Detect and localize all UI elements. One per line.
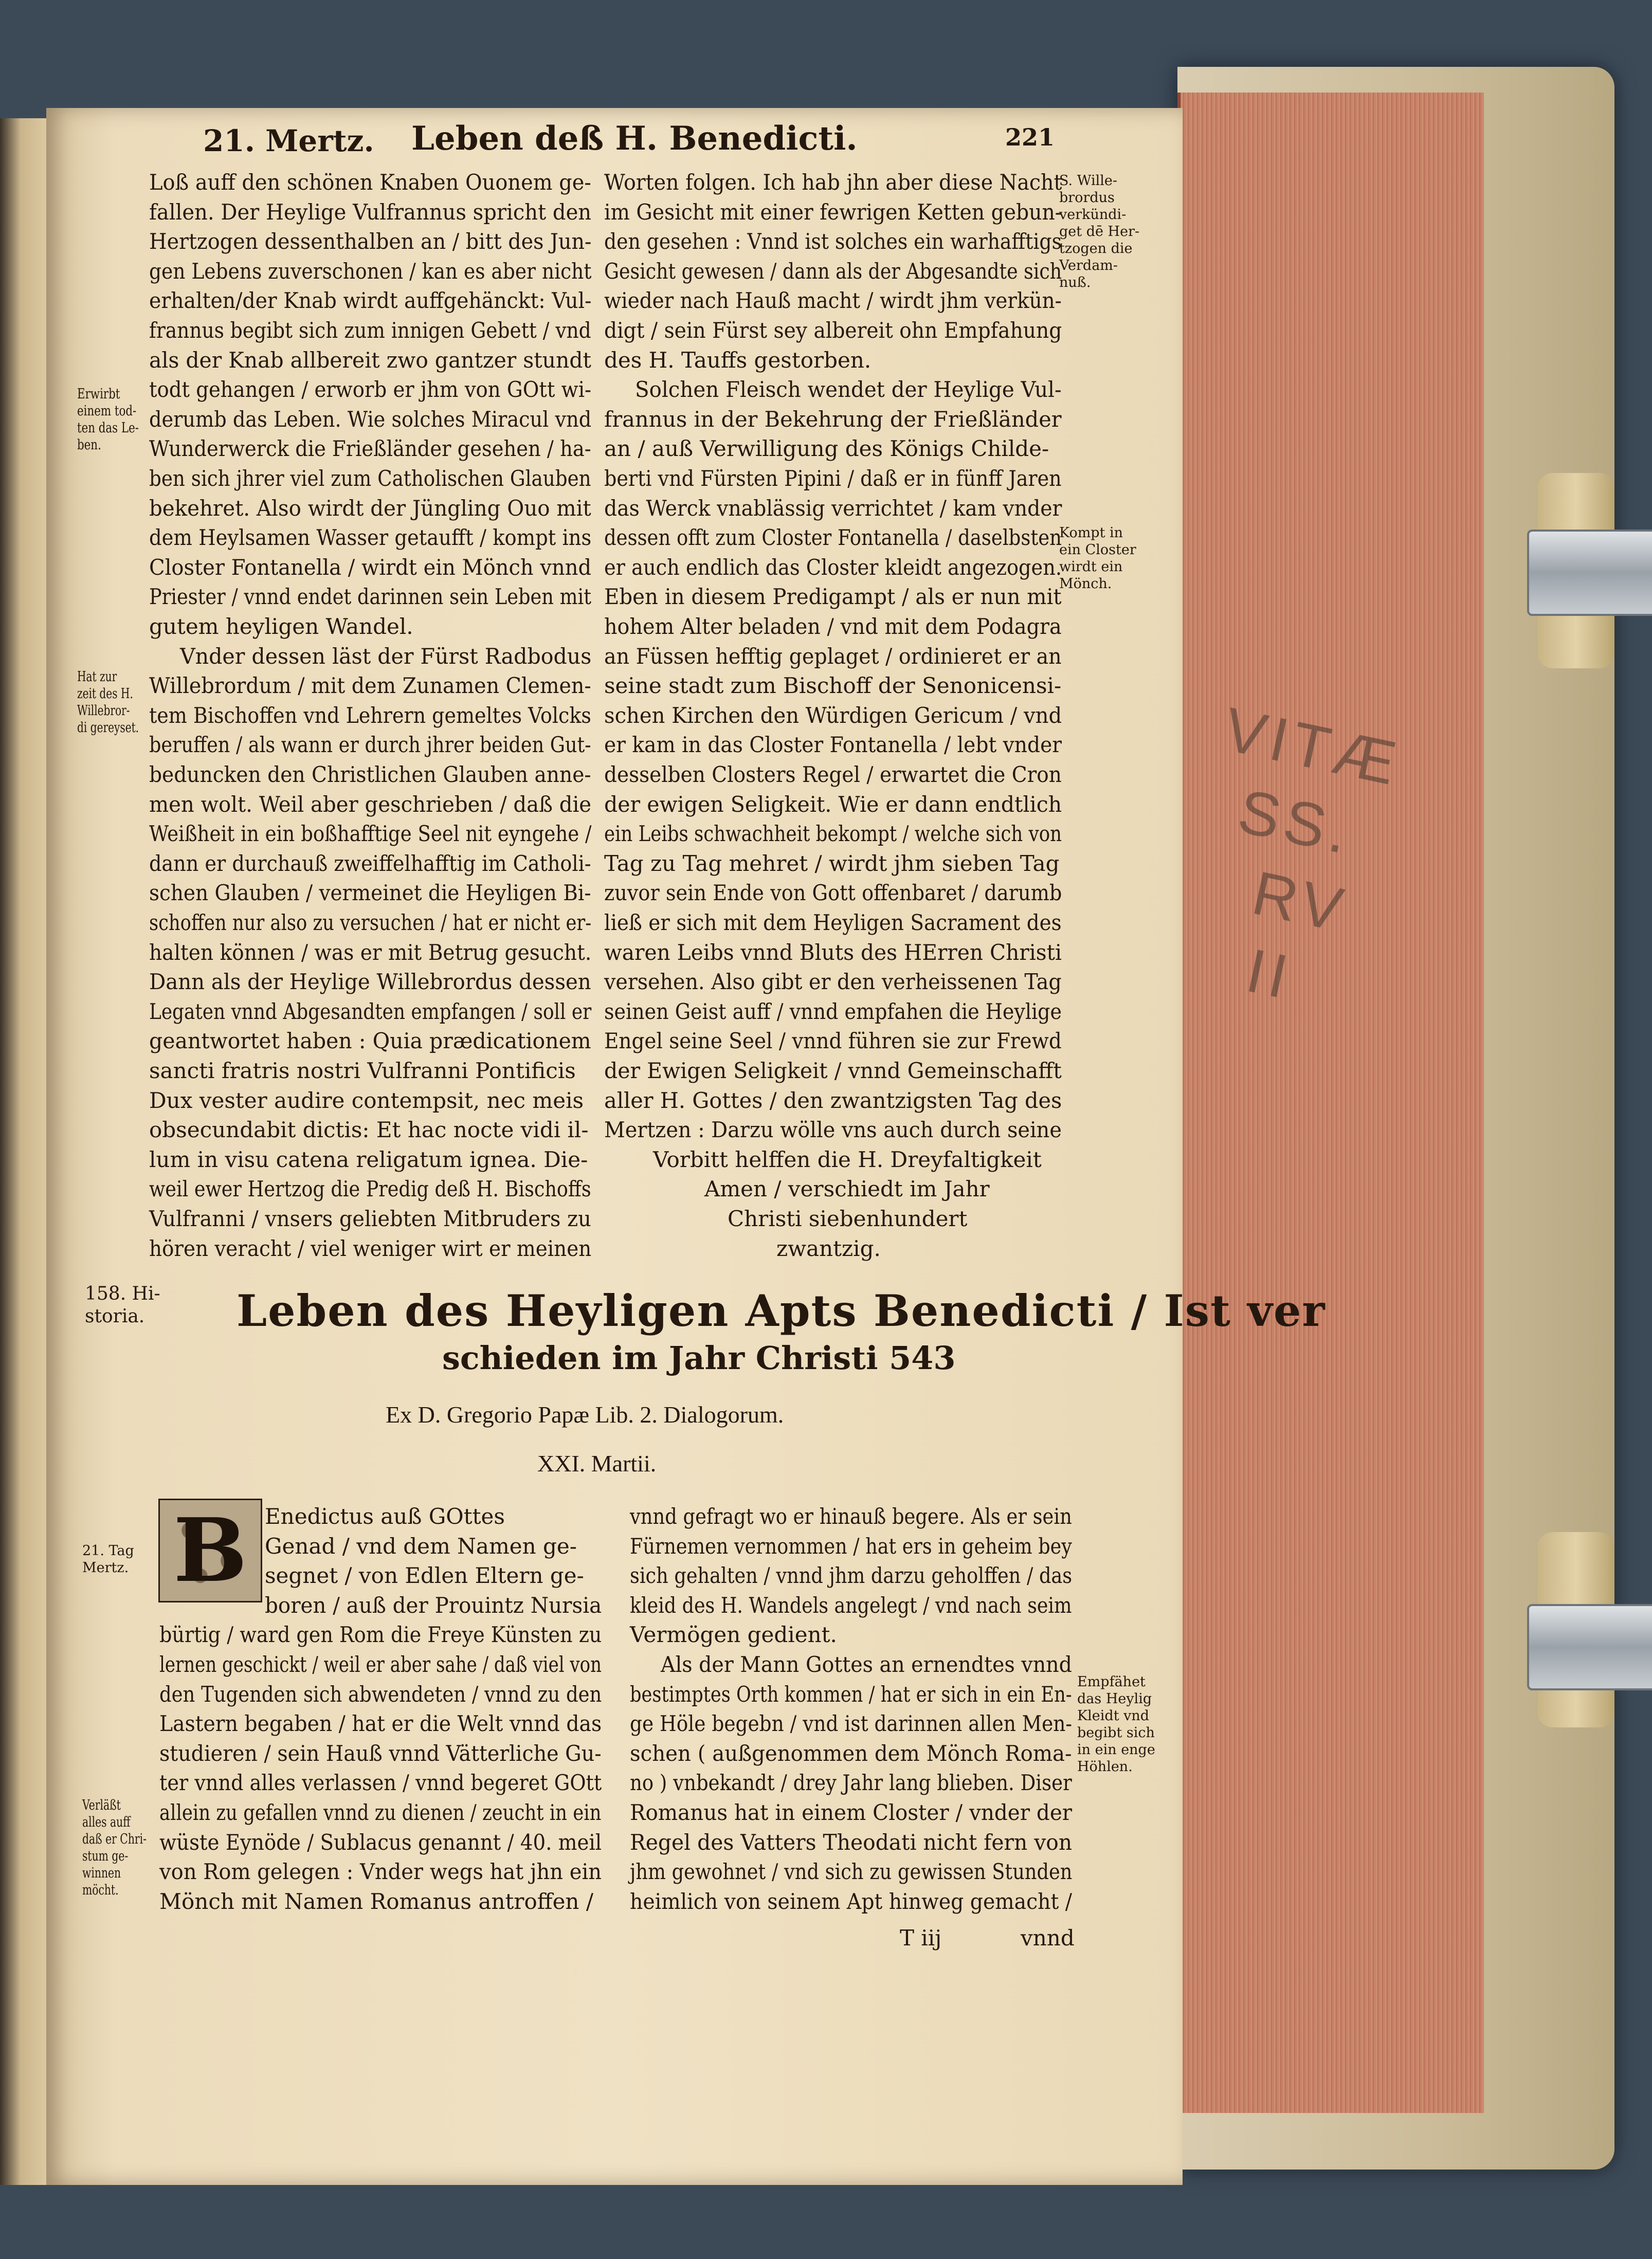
marginal-note (82, 1542, 134, 1576)
marginal-note (77, 386, 139, 453)
section-source: Ex D. Gregorio Papæ Lib. 2. Dialogorum. (386, 1401, 784, 1428)
text-line: Closter Fontanella / wirdt ein Mönch vnnd (149, 554, 592, 580)
text-line: Tag zu Tag mehret / wirdt jhm sieben Tag (604, 850, 1060, 876)
text-line: der Ewigen Seligkeit / vnnd Gemeinschafft (604, 1058, 1062, 1083)
previous-page-sliver (0, 118, 51, 2185)
marginal-note-line: brordus (1059, 190, 1115, 206)
text-line: Gesicht gewesen / dann als der Abgesandte sich (604, 258, 1062, 284)
text-line: obsecundabit dictis: Et hac nocte vidi il- (149, 1117, 589, 1143)
marginal-note-line: ein Closter (1059, 542, 1136, 558)
section-title-line2: schieden im Jahr Christi 543 (442, 1339, 956, 1377)
text-line: gutem heyligen Wandel. (149, 614, 413, 639)
stamp-line: VITÆ (1218, 694, 1407, 799)
text-line: hohem Alter beladen / vnd mit dem Podagra (604, 614, 1062, 639)
signature-mark: T iij (900, 1925, 942, 1951)
marginal-note-line: in ein enge (1077, 1742, 1155, 1758)
marginal-note-line: di gereyset. (77, 720, 139, 736)
marginal-note-line: Höhlen. (1077, 1759, 1133, 1775)
text-line: des H. Tauffs gestorben. (604, 347, 872, 373)
marginal-note-line: nuß. (1059, 275, 1091, 290)
marginal-note-line: Kleidt vnd (1077, 1708, 1150, 1724)
text-line: wieder nach Hauß macht / wirdt jhm verkün- (604, 288, 1062, 314)
text-line: aller H. Gottes / den zwantzigsten Tag des (604, 1087, 1062, 1113)
text-line: Vermögen gedient. (630, 1622, 837, 1648)
stamp-line: II (1240, 936, 1299, 1013)
marginal-note-line: Empfähet (1077, 1674, 1146, 1690)
text-line: sich gehalten / vnnd jhm darzu geholffen / das (630, 1563, 1073, 1589)
marginal-note-line: ben. (77, 437, 101, 453)
text-line: lernen geschickt / weil er aber sahe / daß viel von (159, 1652, 602, 1677)
text-line: ter vnnd alles verlassen / vnnd begeret GOtt (159, 1770, 602, 1796)
marginal-note (82, 1797, 147, 1899)
text-line: Als der Mann Gottes an ernendtes vnnd (661, 1652, 1072, 1677)
text-line: seinen Geist auff / vnnd empfahen die Heylige (604, 998, 1062, 1024)
history-number (85, 1283, 160, 1328)
marginal-note-line: get dē Her- (1059, 224, 1140, 240)
marginal-note (77, 668, 139, 736)
text-line: von Rom gelegen : Vnder wegs hat jhn ein (159, 1859, 602, 1885)
text-line: schen ( außgenommen dem Mönch Roma- (630, 1740, 1072, 1766)
text-line: Vorbitt helffen die H. Dreyfaltigkeit (653, 1146, 1042, 1172)
text-line: den Tugenden sich abwendeten / vnnd zu den (159, 1681, 602, 1707)
text-line: ge Höle begebn / vnd ist darinnen allen Men- (630, 1711, 1073, 1737)
marginal-note-line: Erwirbt (77, 386, 120, 402)
text-line: berti vnd Fürsten Pipini / daß er in fünff Jaren (604, 466, 1062, 491)
text-line: im Gesicht mit einer fewrigen Ketten gebun- (604, 199, 1062, 225)
text-line: als der Knab allbereit zwo gantzer stundt (149, 347, 591, 373)
text-line: vnnd gefragt wo er hinauß begere. Als er sein (630, 1504, 1072, 1529)
text-line: Worten folgen. Ich hab jhn aber diese Nacht (604, 170, 1062, 195)
text-line: heimlich von seinem Apt hinweg gemacht / (630, 1888, 1073, 1914)
clasp-top (1527, 530, 1652, 616)
marginal-note-line: 21. Tag (82, 1543, 134, 1559)
text-line: sancti fratris nostri Vulfranni Pontificis (149, 1058, 576, 1083)
text-line: wüste Eynöde / Sublacus genannt / 40. meil (159, 1829, 602, 1855)
marginal-note-line: Hat zur (77, 669, 117, 685)
text-line: Solchen Fleisch wendet der Heylige Vul- (635, 377, 1062, 403)
text-line: derumb das Leben. Wie solches Miracul vnd (149, 406, 592, 432)
text-line: gen Lebens zuverschonen / kan es aber nicht (149, 258, 592, 284)
text-line: bürtig / ward gen Rom die Freye Künsten zu (159, 1622, 602, 1648)
text-line: bestimptes Orth kommen / hat er sich in ein En- (630, 1681, 1072, 1707)
text-line: Priester / vnnd endet darinnen sein Leben mit (149, 584, 591, 610)
text-line: Lastern begaben / hat er die Welt vnnd das (159, 1711, 602, 1737)
text-line: dem Heylsamen Wasser getaufft / kompt ins (149, 525, 592, 551)
text-line: Romanus hat in einem Closter / vnder der (630, 1800, 1073, 1825)
marginal-note-line: winnen (82, 1865, 121, 1881)
marginal-note-line: alles auff (82, 1814, 131, 1830)
text-line: Mertzen : Darzu wölle vns auch durch seine (604, 1117, 1062, 1143)
marginal-note-line: Willebror- (77, 703, 130, 719)
text-line: todt gehangen / erworb er jhm von GOtt wi- (149, 377, 592, 403)
text-line: weil ewer Hertzog die Predig deß H. Bischoffs (149, 1176, 591, 1202)
text-line: schoffen nur also zu versuchen / hat er nicht er- (149, 910, 592, 935)
text-line: bekehret. Also wirdt der Jüngling Ouo mit (149, 495, 591, 521)
text-line: schen Glauben / vermeinet die Heyligen Bi- (149, 880, 591, 906)
text-line: Willebrordum / mit dem Zunamen Clemen- (149, 673, 591, 699)
history-number-line: storia. (85, 1306, 145, 1327)
text-line: er auch endlich das Closter kleidt angezogen. (604, 554, 1062, 580)
text-line: jhm gewohnet / vnd sich zu gewissen Stunden (630, 1859, 1073, 1885)
ornamental-initial: B (158, 1499, 262, 1602)
marginal-note-line: wirdt ein (1059, 559, 1123, 575)
text-line: Wunderwerck die Frießländer gesehen / ha- (149, 436, 591, 462)
text-line: ein Leibs schwachheit bekompt / welche sich von (604, 821, 1062, 847)
text-line: digt / sein Fürst sey albereit ohn Empfahung (604, 318, 1062, 343)
text-line: Dux vester audire contempsit, nec meis (149, 1087, 584, 1113)
marginal-note (1059, 172, 1139, 291)
stamp-line: RV (1246, 858, 1354, 945)
text-line: Loß auff den schönen Knaben Ouonem ge- (149, 170, 591, 195)
marginal-note (1059, 524, 1136, 592)
text-line: zwantzig. (776, 1235, 881, 1261)
history-number-line: 158. Hi- (85, 1283, 160, 1304)
text-line: Dann als der Heylige Willebrordus dessen (149, 969, 591, 995)
marginal-note-line: zeit des H. (77, 686, 133, 702)
text-line: erhalten/der Knab wirdt auffgehänckt: Vul- (149, 288, 592, 314)
text-line: Christi siebenhundert (728, 1206, 968, 1231)
text-line: kleid des H. Wandels angelegt / vnd nach seim (630, 1592, 1072, 1618)
text-line: das Werck vnablässig verrichtet / kam vnder (604, 495, 1062, 521)
marginal-note-line: tzogen die (1059, 241, 1133, 257)
marginal-note-line: begibt sich (1077, 1725, 1155, 1741)
marginal-note-line: Verläßt (82, 1797, 121, 1813)
text-line: den gesehen : Vnnd ist solches ein warhafftigs (604, 229, 1062, 254)
text-line: lum in visu catena religatum ignea. Die- (149, 1146, 588, 1172)
marginal-note-line: einem tod- (77, 403, 137, 419)
text-line: Vulfranni / vnsers geliebten Mitbruders zu (149, 1206, 591, 1231)
running-title: Leben deß H. Benedicti. (411, 119, 858, 158)
text-line: Legaten vnnd Abgesandten empfangen / soll er (149, 998, 592, 1024)
header-date: 21. Mertz. (203, 123, 374, 158)
text-line: frannus begibt sich zum innigen Gebett / vnd (149, 318, 591, 343)
marginal-note-line: Kompt in (1059, 525, 1123, 541)
text-line: Hertzogen dessenthalben an / bitt des Jun- (149, 229, 592, 254)
marginal-note-line: verkündi- (1059, 207, 1127, 223)
text-line: Mönch mit Namen Romanus antroffen / (159, 1888, 593, 1914)
section-date: XXI. Martii. (537, 1450, 657, 1477)
section-title-line1: Leben des Heyligen Apts Benedicti / Ist ver (237, 1285, 1326, 1336)
text-line: dann er durchauß zweiffelhafftig im Catholi- (149, 850, 591, 876)
text-line: studieren / sein Hauß vnnd Vätterliche Gu- (159, 1740, 602, 1766)
marginal-note-line: ten das Le- (77, 420, 139, 436)
text-line: beruffen / als wann er durch jhrer beiden Gut- (149, 732, 591, 758)
text-line: seine stadt zum Bischoff der Senonicensi- (604, 673, 1062, 699)
text-line: geantwortet haben : Quia prædicationem (149, 1028, 591, 1054)
text-line: Genad / vnd dem Namen ge- (265, 1533, 577, 1559)
marginal-note-line: möcht. (82, 1882, 119, 1898)
catchword: vnnd (1021, 1925, 1075, 1951)
text-line: Engel seine Seel / vnnd führen sie zur Frewd (604, 1028, 1062, 1054)
marginal-note-line: das Heylig (1077, 1691, 1152, 1707)
marginal-note-line: Verdam- (1059, 258, 1118, 274)
marginal-note-line: Mertz. (82, 1560, 129, 1576)
marginal-note-line: Mönch. (1059, 576, 1112, 592)
folio-number: 221 (1005, 123, 1055, 151)
text-line: hören veracht / viel weniger wirt er meinen (149, 1235, 592, 1261)
text-line: Amen / verschiedt im Jahr (704, 1176, 990, 1202)
text-line: allein zu gefallen vnnd zu dienen / zeucht in ein (159, 1800, 602, 1825)
clasp-bottom (1527, 1604, 1652, 1690)
text-line: ließ er sich mit dem Heyligen Sacrament des (604, 910, 1062, 935)
text-line: Fürnemen vernommen / hat ers in geheim bey (630, 1533, 1072, 1559)
text-line: schen Kirchen den Würdigen Gericum / vnd (604, 702, 1062, 728)
text-line: der ewigen Seligkeit. Wie er dann endtlich (604, 791, 1062, 817)
text-line: halten können / was er mit Betrug gesucht. (149, 939, 592, 965)
text-line: an Füssen hefftig geplaget / ordinieret er an (604, 643, 1062, 669)
text-line: versehen. Also gibt er den verheissenen Tag (604, 969, 1062, 995)
text-line: Vnder dessen läst der Fürst Radbodus (180, 643, 592, 669)
text-line: dessen offt zum Closter Fontanella / daselbsten (604, 525, 1062, 551)
text-line: Weißheit in ein boßhafftige Seel nit eyngehe / (149, 821, 592, 847)
text-line: boren / auß der Prouintz Nursia (265, 1592, 602, 1618)
text-line: ben sich jhrer viel zum Catholischen Glauben (149, 466, 591, 491)
marginal-note-line: S. Wille- (1059, 173, 1117, 189)
text-line: tem Bischoffen vnd Lehrern gemeltes Volcks (149, 702, 591, 728)
text-line: an / auß Verwilligung des Königs Childe- (604, 436, 1049, 462)
text-line: men wolt. Weil aber geschrieben / daß die (149, 791, 592, 817)
text-line: fallen. Der Heylige Vulfrannus spricht den (149, 199, 592, 225)
text-line: segnet / von Edlen Eltern ge- (265, 1563, 584, 1589)
page-edges (1177, 93, 1484, 2113)
text-line: waren Leibs vnnd Bluts des HErren Christi (604, 939, 1062, 965)
text-line: Eben in diesem Predigampt / als er nun mit (604, 584, 1062, 610)
stamp-line: SS. (1232, 776, 1359, 868)
text-line: Regel des Vatters Theodati nicht fern von (630, 1829, 1073, 1855)
marginal-note (1077, 1673, 1155, 1775)
text-line: beduncken den Christlichen Glauben anne- (149, 762, 591, 787)
text-line: zuvor sein Ende von Gott offenbaret / darumb (604, 880, 1062, 906)
text-line: no ) vnbekandt / drey Jahr lang blieben. Diser (630, 1770, 1072, 1796)
marginal-note-line: stum ge- (82, 1848, 129, 1864)
text-line: er kam in das Closter Fontanella / lebt vnder (604, 732, 1062, 758)
text-line: Enedictus auß GOttes (265, 1504, 505, 1529)
text-line: desselben Closters Regel / erwartet die Cron (604, 762, 1062, 787)
text-line: frannus in der Bekehrung der Frießländer (604, 406, 1062, 432)
marginal-note-line: daß er Chri- (82, 1831, 147, 1847)
